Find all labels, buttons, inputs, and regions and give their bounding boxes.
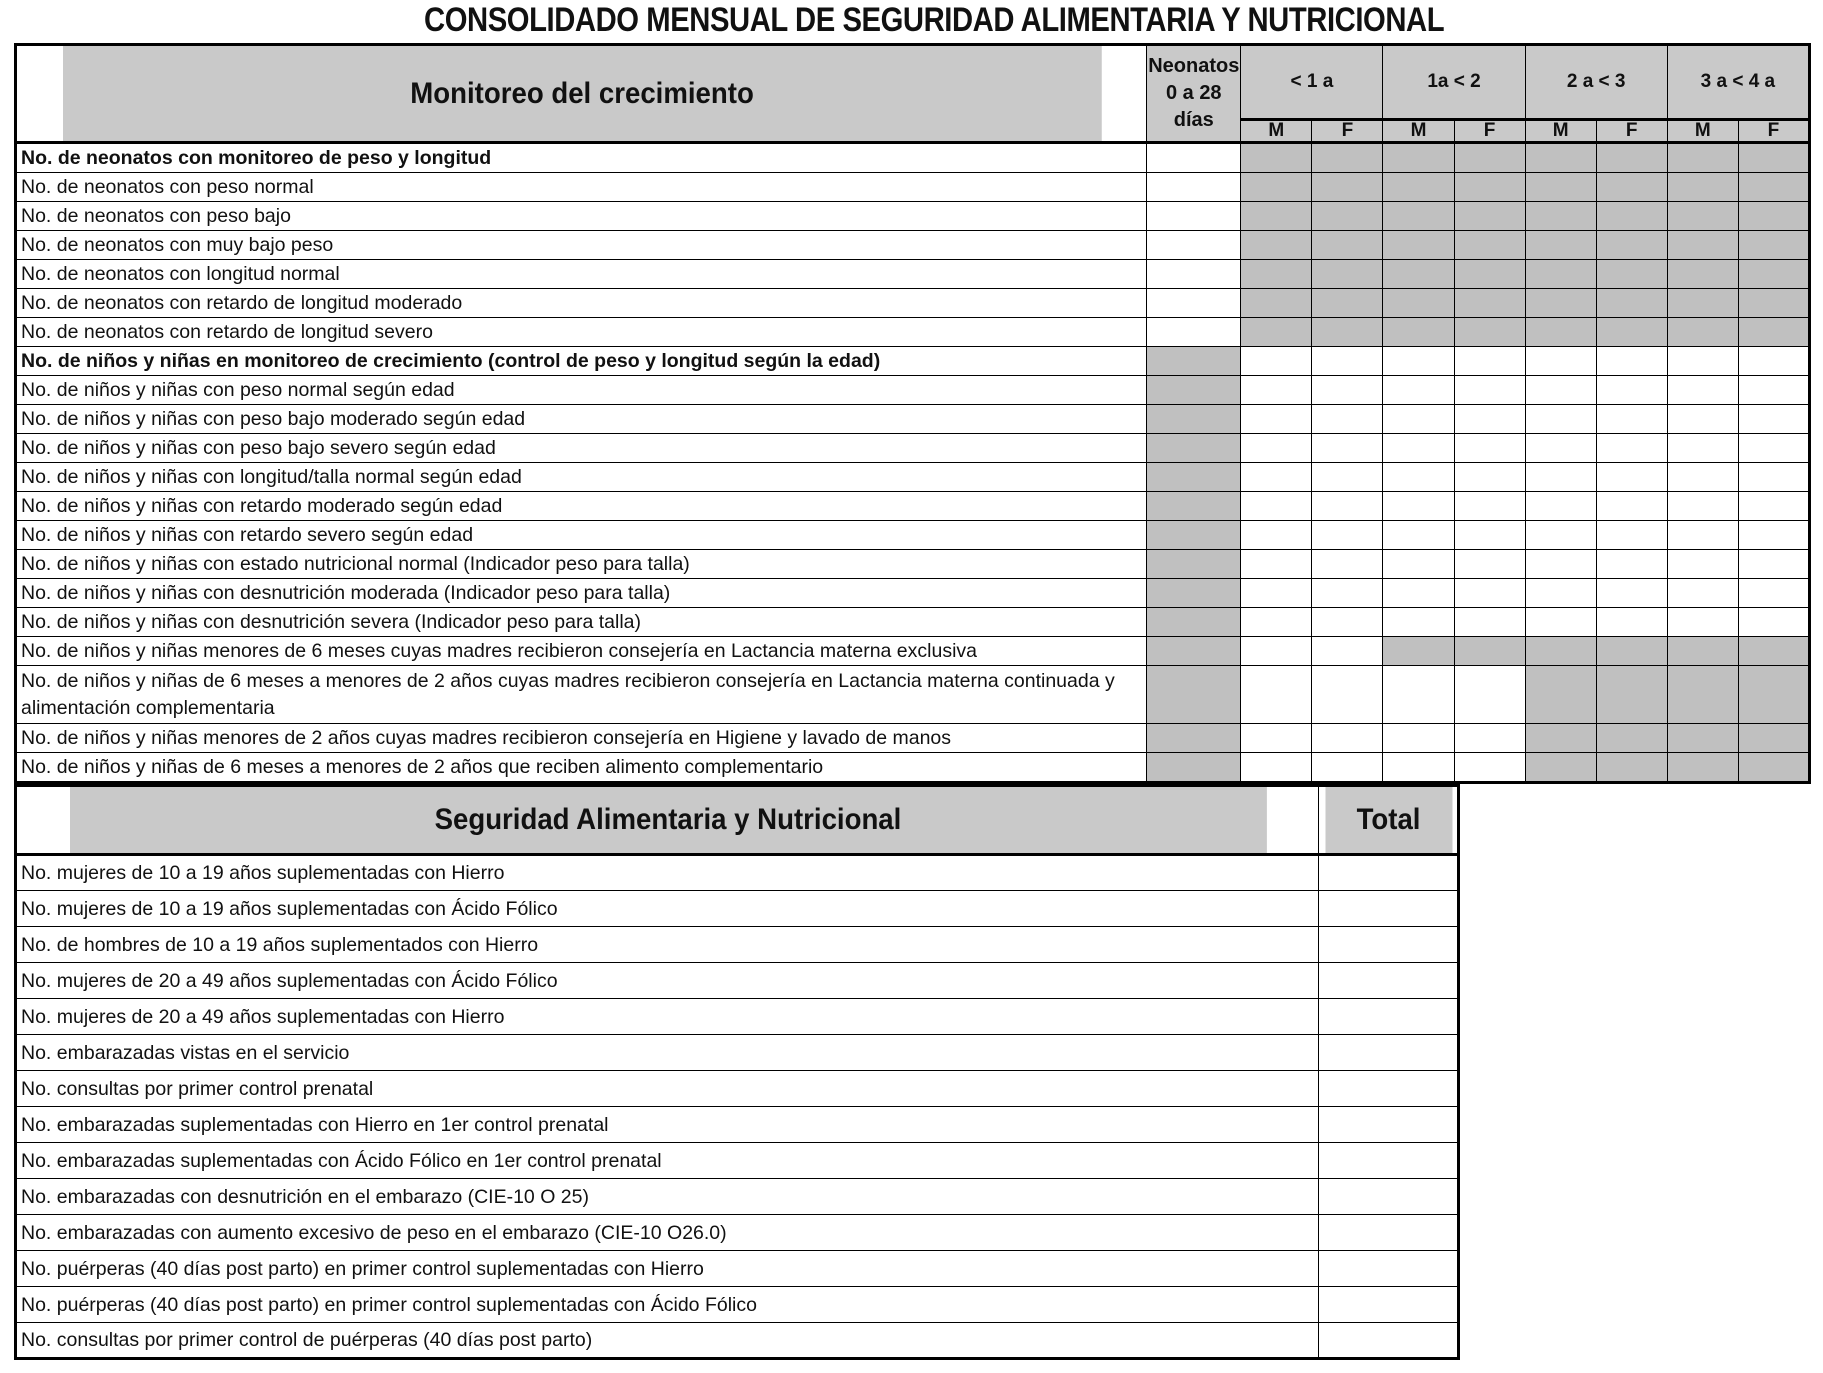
row-label: No. mujeres de 20 a 49 años suplementadas con Hierro [16, 999, 1319, 1035]
shaded-cell [1525, 173, 1596, 202]
shaded-cell [1525, 753, 1596, 783]
entry-cell[interactable] [1383, 579, 1454, 608]
entry-cell[interactable] [1241, 434, 1312, 463]
sex-column-header: M [1525, 119, 1596, 142]
shaded-cell [1667, 289, 1738, 318]
age-group-header: 1a < 2 [1383, 45, 1525, 120]
entry-cell[interactable] [1738, 376, 1809, 405]
shaded-cell [1312, 318, 1383, 347]
shaded-cell [1596, 173, 1667, 202]
shaded-cell [1596, 260, 1667, 289]
growth-monitoring-table [14, 43, 1811, 784]
shaded-cell [1667, 202, 1738, 231]
shaded-cell [1525, 318, 1596, 347]
sex-column-header: M [1667, 119, 1738, 142]
sex-column-header: M [1383, 119, 1454, 142]
entry-cell[interactable] [1667, 463, 1738, 492]
entry-cell[interactable] [1596, 521, 1667, 550]
shaded-cell [1241, 173, 1312, 202]
entry-cell[interactable] [1383, 550, 1454, 579]
entry-cell[interactable] [1667, 492, 1738, 521]
shaded-cell [1147, 724, 1241, 753]
shaded-cell [1147, 347, 1241, 376]
entry-cell[interactable] [1525, 550, 1596, 579]
row-label: No. puérperas (40 días post parto) en primer control suplementadas con Ácido Fólico [16, 1287, 1319, 1323]
entry-cell[interactable] [1596, 463, 1667, 492]
entry-cell[interactable] [1383, 608, 1454, 637]
total-entry-cell[interactable] [1319, 927, 1459, 963]
entry-cell[interactable] [1312, 405, 1383, 434]
age-group-header: < 1 a [1241, 45, 1383, 120]
entry-cell[interactable] [1667, 347, 1738, 376]
table-row [16, 405, 1810, 434]
entry-cell[interactable] [1241, 492, 1312, 521]
entry-cell[interactable] [1596, 579, 1667, 608]
entry-cell[interactable] [1596, 347, 1667, 376]
shaded-cell [1147, 376, 1241, 405]
table-row [16, 753, 1810, 783]
shaded-cell [1596, 202, 1667, 231]
table-row [16, 318, 1810, 347]
row-label: No. de niños y niñas en monitoreo de crecimiento (control de peso y longitud según la edad) [16, 347, 1147, 376]
shaded-cell [1147, 753, 1241, 783]
row-label: No. embarazadas suplementadas con Hierro en 1er control prenatal [16, 1107, 1319, 1143]
row-label: No. de neonatos con peso bajo [16, 202, 1147, 231]
page-title: CONSOLIDADO MENSUAL DE SEGURIDAD ALIMENTARIA Y NUTRICIONAL [424, 1, 1445, 39]
entry-cell[interactable] [1525, 434, 1596, 463]
shaded-cell [1667, 231, 1738, 260]
shaded-cell [1454, 318, 1525, 347]
row-label: No. consultas por primer control de puérperas (40 días post parto) [16, 1323, 1319, 1359]
entry-cell[interactable] [1147, 143, 1241, 173]
shaded-cell [1596, 724, 1667, 753]
entry-cell[interactable] [1525, 405, 1596, 434]
entry-cell[interactable] [1383, 666, 1454, 724]
shaded-cell [1667, 666, 1738, 724]
entry-cell[interactable] [1312, 724, 1383, 753]
shaded-cell [1738, 724, 1809, 753]
entry-cell[interactable] [1596, 434, 1667, 463]
entry-cell[interactable] [1383, 376, 1454, 405]
table-row [16, 521, 1810, 550]
table-row [16, 963, 1459, 999]
row-label: No. de niños y niñas de 6 meses a menores de 2 años cuyas madres recibieron consejería en Lactancia materna continuada y alimentación complementaria [16, 666, 1147, 724]
entry-cell[interactable] [1454, 724, 1525, 753]
entry-cell[interactable] [1454, 405, 1525, 434]
neonatal-column-header: Neonatos 0 a 28 días [1147, 45, 1241, 143]
entry-cell[interactable] [1667, 579, 1738, 608]
shaded-cell [1383, 143, 1454, 173]
total-entry-cell[interactable] [1319, 1215, 1459, 1251]
table-row [16, 608, 1810, 637]
total-entry-cell[interactable] [1319, 891, 1459, 927]
row-label: No. mujeres de 10 a 19 años suplementadas con Ácido Fólico [16, 891, 1319, 927]
shaded-cell [1241, 202, 1312, 231]
shaded-cell [1383, 231, 1454, 260]
row-label: No. de neonatos con retardo de longitud moderado [16, 289, 1147, 318]
entry-cell[interactable] [1383, 434, 1454, 463]
entry-cell[interactable] [1147, 173, 1241, 202]
entry-cell[interactable] [1383, 753, 1454, 783]
shaded-cell [1454, 143, 1525, 173]
entry-cell[interactable] [1525, 463, 1596, 492]
row-label: No. de niños y niñas menores de 6 meses cuyas madres recibieron consejería en Lactancia materna exclusiva [16, 637, 1147, 666]
shaded-cell [1147, 463, 1241, 492]
table-row [16, 855, 1459, 891]
shaded-cell [1383, 173, 1454, 202]
entry-cell[interactable] [1241, 724, 1312, 753]
table-row [16, 347, 1810, 376]
shaded-cell [1383, 260, 1454, 289]
row-label: No. de niños y niñas con peso normal según edad [16, 376, 1147, 405]
entry-cell[interactable] [1667, 550, 1738, 579]
shaded-cell [1738, 318, 1809, 347]
shaded-cell [1525, 202, 1596, 231]
shaded-cell [1147, 521, 1241, 550]
table-row [16, 1251, 1459, 1287]
shaded-cell [1596, 666, 1667, 724]
entry-cell[interactable] [1312, 550, 1383, 579]
shaded-cell [1667, 753, 1738, 783]
table-row [16, 666, 1810, 724]
shaded-cell [1525, 637, 1596, 666]
shaded-cell [1596, 143, 1667, 173]
sex-column-header: F [1738, 119, 1809, 142]
shaded-cell [1312, 231, 1383, 260]
shaded-cell [1738, 231, 1809, 260]
table-row [16, 376, 1810, 405]
table-row [16, 289, 1810, 318]
shaded-cell [1738, 753, 1809, 783]
shaded-cell [1454, 289, 1525, 318]
entry-cell[interactable] [1525, 492, 1596, 521]
row-label: No. de niños y niñas con desnutrición moderada (Indicador peso para talla) [16, 579, 1147, 608]
entry-cell[interactable] [1383, 492, 1454, 521]
table-row [16, 434, 1810, 463]
entry-cell[interactable] [1383, 463, 1454, 492]
entry-cell[interactable] [1312, 753, 1383, 783]
growth-section-heading: Monitoreo del crecimiento [61, 45, 1102, 143]
entry-cell[interactable] [1312, 608, 1383, 637]
entry-cell[interactable] [1454, 608, 1525, 637]
total-entry-cell[interactable] [1319, 1287, 1459, 1323]
age-group-header: 3 a < 4 a [1667, 45, 1809, 120]
entry-cell[interactable] [1525, 579, 1596, 608]
entry-cell[interactable] [1241, 376, 1312, 405]
row-label: No. de niños y niñas con peso bajo moderado según edad [16, 405, 1147, 434]
age-group-header: 2 a < 3 [1525, 45, 1667, 120]
entry-cell[interactable] [1312, 376, 1383, 405]
entry-cell[interactable] [1596, 608, 1667, 637]
shaded-cell [1383, 202, 1454, 231]
entry-cell[interactable] [1454, 434, 1525, 463]
shaded-cell [1667, 260, 1738, 289]
total-entry-cell[interactable] [1319, 1071, 1459, 1107]
entry-cell[interactable] [1312, 463, 1383, 492]
entry-cell[interactable] [1241, 550, 1312, 579]
row-label: No. mujeres de 10 a 19 años suplementadas con Hierro [16, 855, 1319, 891]
row-label: No. embarazadas suplementadas con Ácido Fólico en 1er control prenatal [16, 1143, 1319, 1179]
shaded-cell [1147, 579, 1241, 608]
row-label: No. de niños y niñas con retardo severo según edad [16, 521, 1147, 550]
entry-cell[interactable] [1454, 463, 1525, 492]
entry-cell[interactable] [1383, 724, 1454, 753]
shaded-cell [1454, 637, 1525, 666]
shaded-cell [1241, 260, 1312, 289]
shaded-cell [1383, 289, 1454, 318]
row-label: No. de neonatos con longitud normal [16, 260, 1147, 289]
entry-cell[interactable] [1738, 405, 1809, 434]
shaded-cell [1667, 173, 1738, 202]
entry-cell[interactable] [1596, 405, 1667, 434]
total-entry-cell[interactable] [1319, 1035, 1459, 1071]
shaded-cell [1454, 231, 1525, 260]
entry-cell[interactable] [1312, 579, 1383, 608]
entry-cell[interactable] [1454, 666, 1525, 724]
entry-cell[interactable] [1454, 521, 1525, 550]
entry-cell[interactable] [1738, 550, 1809, 579]
shaded-cell [1383, 637, 1454, 666]
table-row [16, 927, 1459, 963]
shaded-cell [1454, 202, 1525, 231]
shaded-cell [1312, 289, 1383, 318]
entry-cell[interactable] [1383, 405, 1454, 434]
shaded-cell [1738, 637, 1809, 666]
row-label: No. de niños y niñas menores de 2 años cuyas madres recibieron consejería en Higiene y lavado de manos [16, 724, 1147, 753]
sex-column-header: F [1596, 119, 1667, 142]
shaded-cell [1312, 260, 1383, 289]
table-row [16, 550, 1810, 579]
shaded-cell [1738, 666, 1809, 724]
entry-cell[interactable] [1383, 521, 1454, 550]
row-label: No. embarazadas vistas en el servicio [16, 1035, 1319, 1071]
entry-cell[interactable] [1738, 492, 1809, 521]
shaded-cell [1241, 143, 1312, 173]
shaded-cell [1241, 289, 1312, 318]
table-row [16, 260, 1810, 289]
total-entry-cell[interactable] [1319, 855, 1459, 891]
table-row [16, 999, 1459, 1035]
sex-column-header: M [1241, 119, 1312, 142]
shaded-cell [1525, 724, 1596, 753]
row-label: No. embarazadas con aumento excesivo de peso en el embarazo (CIE-10 O26.0) [16, 1215, 1319, 1251]
entry-cell[interactable] [1147, 318, 1241, 347]
row-label: No. mujeres de 20 a 49 años suplementadas con Ácido Fólico [16, 963, 1319, 999]
shaded-cell [1241, 231, 1312, 260]
table-row [16, 1323, 1459, 1359]
entry-cell[interactable] [1667, 608, 1738, 637]
shaded-cell [1596, 231, 1667, 260]
entry-cell[interactable] [1312, 434, 1383, 463]
shaded-cell [1454, 173, 1525, 202]
row-label: No. de niños y niñas de 6 meses a menores de 2 años que reciben alimento complementario [16, 753, 1147, 783]
shaded-cell [1596, 318, 1667, 347]
entry-cell[interactable] [1596, 550, 1667, 579]
row-label: No. de niños y niñas con retardo moderado según edad [16, 492, 1147, 521]
entry-cell[interactable] [1596, 376, 1667, 405]
row-label: No. de niños y niñas con longitud/talla normal según edad [16, 463, 1147, 492]
table-row [16, 1035, 1459, 1071]
row-label: No. puérperas (40 días post parto) en primer control suplementadas con Hierro [16, 1251, 1319, 1287]
food-security-table [14, 784, 1460, 1360]
shaded-cell [1738, 143, 1809, 173]
entry-cell[interactable] [1241, 405, 1312, 434]
entry-cell[interactable] [1383, 347, 1454, 376]
total-column-header: Total [1324, 786, 1453, 855]
table-row [16, 891, 1459, 927]
entry-cell[interactable] [1147, 202, 1241, 231]
row-label: No. de niños y niñas con peso bajo severo según edad [16, 434, 1147, 463]
table-row [16, 231, 1810, 260]
entry-cell[interactable] [1667, 405, 1738, 434]
shaded-cell [1147, 608, 1241, 637]
shaded-cell [1312, 202, 1383, 231]
shaded-cell [1147, 405, 1241, 434]
entry-cell[interactable] [1454, 550, 1525, 579]
shaded-cell [1596, 753, 1667, 783]
entry-cell[interactable] [1147, 231, 1241, 260]
shaded-cell [1147, 637, 1241, 666]
shaded-cell [1738, 260, 1809, 289]
entry-cell[interactable] [1738, 463, 1809, 492]
row-label: No. embarazadas con desnutrición en el embarazo (CIE-10 O 25) [16, 1179, 1319, 1215]
table-row [16, 1107, 1459, 1143]
entry-cell[interactable] [1147, 260, 1241, 289]
entry-cell[interactable] [1667, 521, 1738, 550]
shaded-cell [1147, 434, 1241, 463]
table-row [16, 1287, 1459, 1323]
entry-cell[interactable] [1147, 289, 1241, 318]
table-row [16, 173, 1810, 202]
shaded-cell [1667, 318, 1738, 347]
entry-cell[interactable] [1738, 608, 1809, 637]
entry-cell[interactable] [1241, 521, 1312, 550]
entry-cell[interactable] [1738, 521, 1809, 550]
entry-cell[interactable] [1454, 753, 1525, 783]
entry-cell[interactable] [1241, 579, 1312, 608]
shaded-cell [1454, 260, 1525, 289]
shaded-cell [1738, 289, 1809, 318]
entry-cell[interactable] [1454, 376, 1525, 405]
shaded-cell [1525, 260, 1596, 289]
entry-cell[interactable] [1312, 666, 1383, 724]
entry-cell[interactable] [1241, 666, 1312, 724]
entry-cell[interactable] [1312, 492, 1383, 521]
row-label: No. de niños y niñas con estado nutricional normal (Indicador peso para talla) [16, 550, 1147, 579]
table-row [16, 143, 1810, 173]
row-label: No. de neonatos con retardo de longitud severo [16, 318, 1147, 347]
shaded-cell [1147, 550, 1241, 579]
shaded-cell [1525, 143, 1596, 173]
total-entry-cell[interactable] [1319, 1323, 1459, 1359]
shaded-cell [1667, 143, 1738, 173]
table-row [16, 637, 1810, 666]
entry-cell[interactable] [1454, 492, 1525, 521]
row-label: No. consultas por primer control prenatal [16, 1071, 1319, 1107]
entry-cell[interactable] [1738, 434, 1809, 463]
sex-column-header: F [1312, 119, 1383, 142]
shaded-cell [1241, 318, 1312, 347]
shaded-cell [1147, 666, 1241, 724]
entry-cell[interactable] [1525, 521, 1596, 550]
entry-cell[interactable] [1312, 521, 1383, 550]
shaded-cell [1383, 318, 1454, 347]
entry-cell[interactable] [1241, 463, 1312, 492]
entry-cell[interactable] [1241, 637, 1312, 666]
sex-column-header: F [1454, 119, 1525, 142]
table-row [16, 1179, 1459, 1215]
table-row [16, 202, 1810, 231]
shaded-cell [1667, 724, 1738, 753]
shaded-cell [1667, 637, 1738, 666]
entry-cell[interactable] [1312, 347, 1383, 376]
shaded-cell [1312, 173, 1383, 202]
entry-cell[interactable] [1596, 492, 1667, 521]
total-entry-cell[interactable] [1319, 1251, 1459, 1287]
shaded-cell [1147, 492, 1241, 521]
shaded-cell [1525, 289, 1596, 318]
entry-cell[interactable] [1241, 608, 1312, 637]
table-row [16, 463, 1810, 492]
entry-cell[interactable] [1454, 579, 1525, 608]
row-label: No. de neonatos con peso normal [16, 173, 1147, 202]
table-row [16, 492, 1810, 521]
row-label: No. de niños y niñas con desnutrición severa (Indicador peso para talla) [16, 608, 1147, 637]
total-entry-cell[interactable] [1319, 999, 1459, 1035]
row-label: No. de neonatos con muy bajo peso [16, 231, 1147, 260]
table-row [16, 1143, 1459, 1179]
shaded-cell [1525, 666, 1596, 724]
entry-cell[interactable] [1667, 376, 1738, 405]
total-entry-cell[interactable] [1319, 1107, 1459, 1143]
table-row [16, 1071, 1459, 1107]
entry-cell[interactable] [1454, 347, 1525, 376]
total-entry-cell[interactable] [1319, 1179, 1459, 1215]
shaded-cell [1738, 202, 1809, 231]
entry-cell[interactable] [1241, 347, 1312, 376]
table-row [16, 579, 1810, 608]
entry-cell[interactable] [1525, 608, 1596, 637]
shaded-cell [1525, 231, 1596, 260]
row-label: No. de neonatos con monitoreo de peso y longitud [16, 143, 1147, 173]
entry-cell[interactable] [1241, 753, 1312, 783]
entry-cell[interactable] [1312, 637, 1383, 666]
table-row [16, 724, 1810, 753]
shaded-cell [1738, 173, 1809, 202]
entry-cell[interactable] [1667, 434, 1738, 463]
shaded-cell [1312, 143, 1383, 173]
table-row [16, 1215, 1459, 1251]
food-security-heading: Seguridad Alimentaria y Nutricional [68, 786, 1267, 855]
shaded-cell [1596, 289, 1667, 318]
entry-cell[interactable] [1738, 347, 1809, 376]
row-label: No. de hombres de 10 a 19 años suplementados con Hierro [16, 927, 1319, 963]
entry-cell[interactable] [1525, 347, 1596, 376]
entry-cell[interactable] [1525, 376, 1596, 405]
entry-cell[interactable] [1738, 579, 1809, 608]
total-entry-cell[interactable] [1319, 1143, 1459, 1179]
shaded-cell [1596, 637, 1667, 666]
total-entry-cell[interactable] [1319, 963, 1459, 999]
